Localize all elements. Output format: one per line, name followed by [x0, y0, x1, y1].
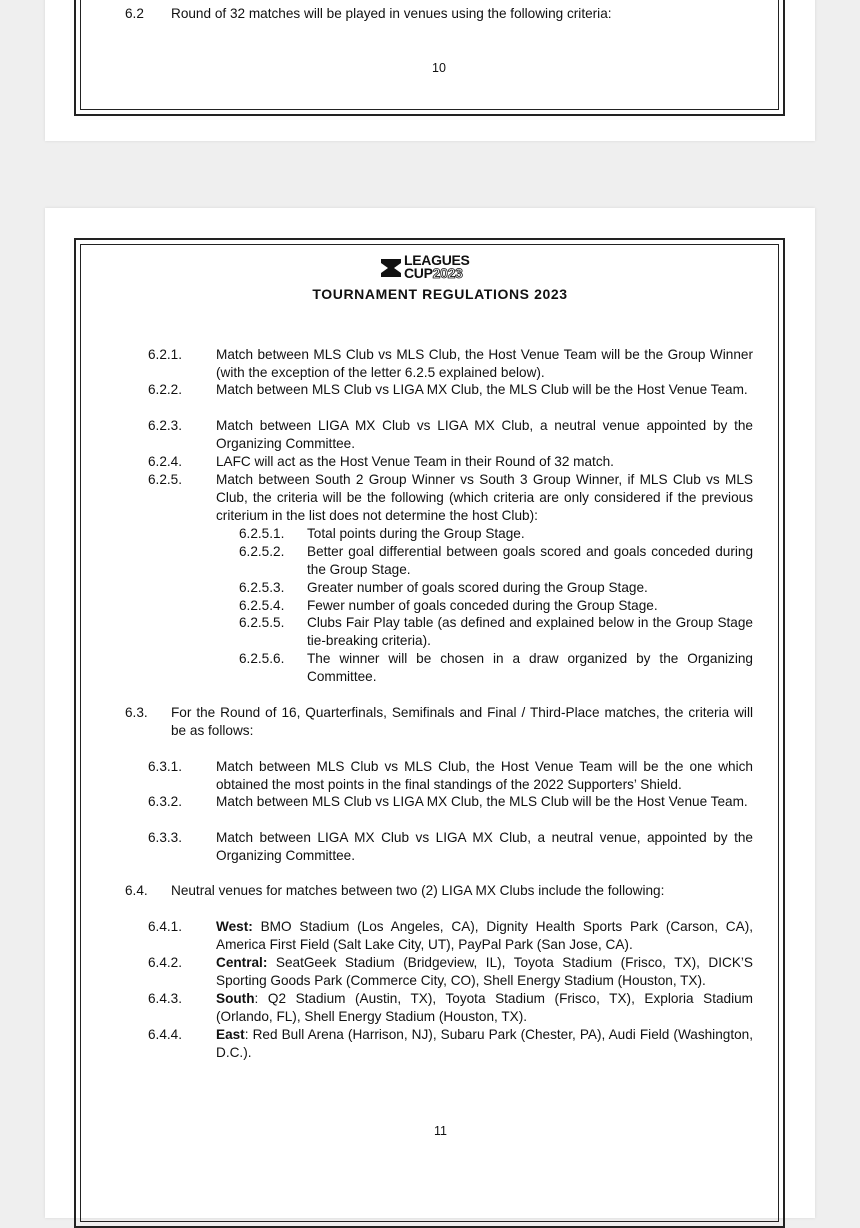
leagues-cup-logo-icon — [380, 257, 402, 279]
logo-text-cup: CUP2023 — [404, 265, 463, 281]
clause-number: 6.2.3. — [148, 418, 183, 433]
clause-number: 6.4.3. — [148, 991, 183, 1006]
clause-number: 6.3.2. — [148, 794, 183, 809]
subclause-number: 6.2.5.6. — [239, 651, 285, 666]
clause-text: Match between MLS Club vs MLS Club, the Host Venue Team will be the Group Winner (with the exception of the letter 6.2.5 explained below). — [216, 347, 753, 380]
clause-text: East: Red Bull Arena (Harrison, NJ), Subaru Park (Chester, PA), Audi Field (Washington, D.C.). — [216, 1027, 753, 1060]
clause-number: 6.2.5. — [148, 472, 183, 487]
clause-text: Match between MLS Club vs LIGA MX Club, the MLS Club will be the Host Venue Team. — [216, 794, 748, 809]
section-text: For the Round of 16, Quarterfinals, Semifinals and Final / Third-Place matches, the criteria will be as follows: — [171, 705, 753, 738]
region-label: Central: — [216, 955, 268, 970]
region-label: East — [216, 1027, 245, 1042]
clause-text: Central: SeatGeek Stadium (Bridgeview, IL), Toyota Stadium (Frisco, TX), DICK’S Sporting Goods Park (Commerce City, CO), Shell Energy Stadium (Houston, TX). — [216, 955, 753, 988]
clause-number: 6.3.3. — [148, 830, 183, 845]
subclause-text: Clubs Fair Play table (as defined and explained below in the Group Stage tie-breaking criteria). — [307, 615, 753, 648]
page-number: 11 — [434, 1124, 447, 1138]
section-number: 6.4. — [125, 883, 148, 898]
clause-text: Match between South 2 Group Winner vs South 3 Group Winner, if MLS Club vs MLS Club, the criteria will be the following (which criteria are only considered if the previous criterium in the list does not determine the host Club): — [216, 472, 753, 523]
clause-number: 6.4.2. — [148, 955, 183, 970]
subclause-text: Fewer number of goals conceded during the Group Stage. — [307, 598, 658, 613]
section-text: Round of 32 matches will be played in venues using the following criteria: — [171, 6, 612, 21]
leagues-cup-logo — [380, 252, 498, 281]
subclause-number: 6.2.5.5. — [239, 615, 285, 630]
subclause-number: 6.2.5.1. — [239, 526, 285, 541]
clause-text: West: BMO Stadium (Los Angeles, CA), Dignity Health Sports Park (Carson, CA), America First Field (Salt Lake City, UT), PayPal Park (San Jose, CA). — [216, 919, 753, 952]
clause-text: South: Q2 Stadium (Austin, TX), Toyota Stadium (Frisco, TX), Exploria Stadium (Orlando, FL), Shell Energy Stadium (Houston, TX). — [216, 991, 753, 1024]
clause-number: 6.4.4. — [148, 1027, 183, 1042]
page-number: 10 — [432, 61, 446, 75]
clause-text: LAFC will act as the Host Venue Team in their Round of 32 match. — [216, 454, 614, 469]
section-text: Neutral venues for matches between two (2) LIGA MX Clubs include the following: — [171, 883, 665, 898]
clause-text: Match between LIGA MX Club vs LIGA MX Club, a neutral venue appointed by the Organizing Committee. — [216, 418, 753, 451]
region-label: South — [216, 991, 255, 1006]
subclause-number: 6.2.5.2. — [239, 544, 285, 559]
clause-number: 6.3.1. — [148, 759, 183, 774]
subclause-number: 6.2.5.3. — [239, 580, 285, 595]
clause-number: 6.2.4. — [148, 454, 183, 469]
section-number: 6.3. — [125, 705, 148, 720]
clause-number: 6.2.1. — [148, 347, 183, 362]
subclause-text: Better goal differential between goals scored and goals conceded during the Group Stage. — [307, 544, 753, 577]
region-label: West: — [216, 919, 253, 934]
subclause-text: The winner will be chosen in a draw organized by the Organizing Committee. — [307, 651, 753, 684]
clause-text: Match between LIGA MX Club vs LIGA MX Club, a neutral venue, appointed by the Organizing Committee. — [216, 830, 753, 863]
clause-text: Match between MLS Club vs LIGA MX Club, the MLS Club will be the Host Venue Team. — [216, 382, 748, 397]
clause-text: Match between MLS Club vs MLS Club, the Host Venue Team will be the one which obtained the most points in the final standings of the 2022 Supporters’ Shield. — [216, 759, 753, 792]
logo-text-leagues: LEAGUES — [404, 252, 470, 268]
subclause-number: 6.2.5.4. — [239, 598, 285, 613]
subclause-text: Greater number of goals scored during the Group Stage. — [307, 580, 648, 595]
subclause-text: Total points during the Group Stage. — [307, 526, 525, 541]
clause-number: 6.2.2. — [148, 382, 183, 397]
clause-number: 6.4.1. — [148, 919, 183, 934]
document-title: TOURNAMENT REGULATIONS 2023 — [312, 286, 568, 302]
logo-year: 2023 — [432, 265, 463, 281]
section-number: 6.2 — [125, 6, 144, 21]
